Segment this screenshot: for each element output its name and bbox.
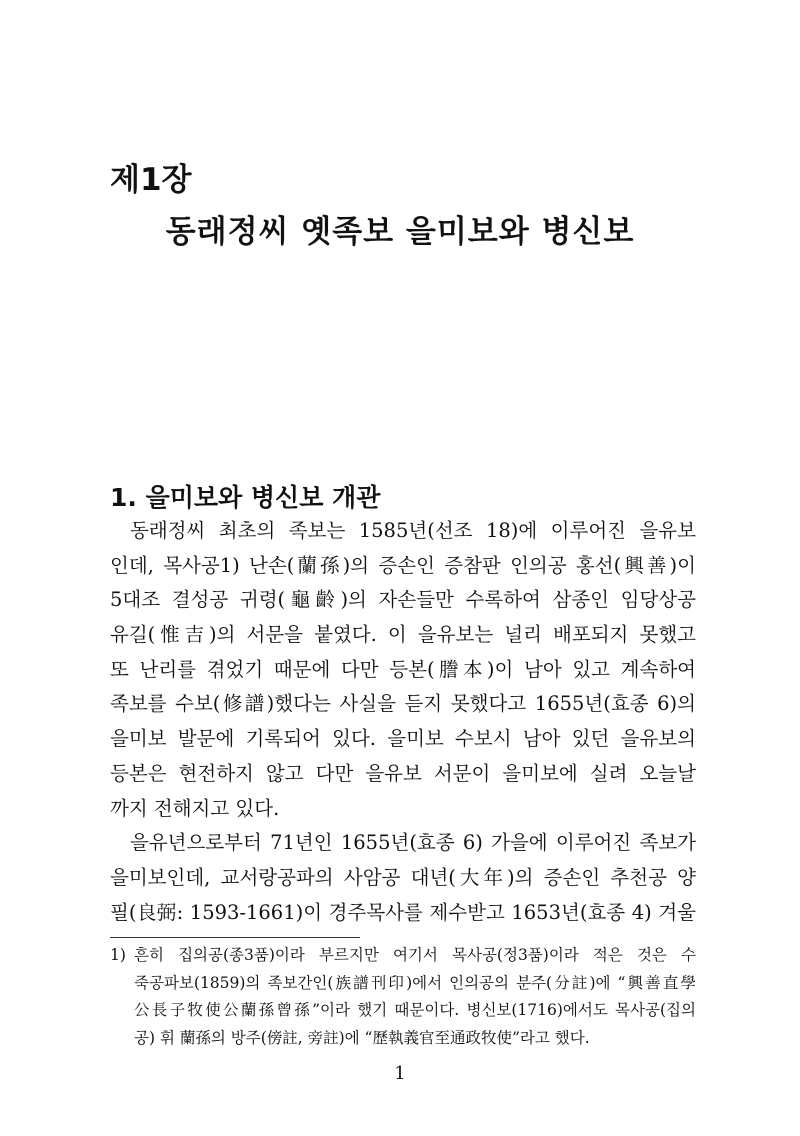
body-text bbox=[110, 514, 696, 930]
page-number: 1 bbox=[394, 1063, 406, 1084]
body-line: 유길(惟吉)의 서문을 붙였다. 이 을유보는 널리 배포되지 못했고 bbox=[110, 623, 696, 647]
chapter-number: 제1장 bbox=[110, 162, 192, 198]
footnote bbox=[110, 942, 696, 1052]
body-line: 등본은 현전하지 않고 다만 을유보 서문이 을미보에 실려 오늘날 bbox=[110, 761, 696, 785]
footnote-marker: 1) bbox=[110, 946, 126, 964]
body-line: 을미보 발문에 기록되어 있다. 을미보 수보시 남아 있던 을유보의 bbox=[110, 727, 696, 751]
body-line: 을유년으로부터 71년인 1655년(효종 6) 가을에 이루어진 족보가 bbox=[130, 831, 696, 855]
body-line: 인데, 목사공1) 난손(蘭孫)의 증손인 증참판 인의공 홍선(興善)이 bbox=[110, 553, 696, 577]
footnote-line: 죽공파보(1859)의 족보간인(族譜刊印)에서 인의공의 분주(分註)에 “興善直學 bbox=[134, 973, 696, 992]
body-line: 필(良弼: 1593-1661)이 경주목사를 제수받고 1653년(효종 4) 겨울 bbox=[110, 900, 696, 924]
footnote-line: 공) 휘 蘭孫의 방주(傍註, 旁註)에 “歷執義官至通政牧使”라고 했다. bbox=[134, 1028, 590, 1047]
chapter-title: 동래정씨 옛족보 을미보와 병신보 bbox=[165, 214, 635, 250]
body-line: 까지 전해지고 있다. bbox=[110, 796, 280, 820]
section-heading: 1. 을미보와 병신보 개관 bbox=[110, 483, 381, 512]
footnote-line: 公長子牧使公蘭孫曾孫”이라 했기 때문이다. 병신보(1716)에서도 목사공(집의 bbox=[134, 1001, 696, 1019]
body-line: 또 난리를 겪었기 때문에 다만 등본(謄本)이 남아 있고 계속하여 bbox=[110, 657, 696, 681]
footnote-separator bbox=[110, 937, 360, 938]
footnote-line bbox=[110, 942, 696, 970]
footnote-text: 흔히 집의공(종3품)이라 부르지만 여기서 목사공(정3품)이라 적은 것은 수 bbox=[134, 946, 696, 964]
body-line: 족보를 수보(修譜)했다는 사실을 듣지 못했다고 1655년(효종 6)의 bbox=[110, 692, 696, 716]
body-line: 을미보인데, 교서랑공파의 사암공 대년(大年)의 증손인 추천공 양 bbox=[110, 865, 696, 889]
body-line: 5대조 결성공 귀령(龜齡)의 자손들만 수록하여 삼종인 임당상공 bbox=[110, 588, 696, 612]
body-line: 동래정씨 최초의 족보는 1585년(선조 18)에 이루어진 을유보 bbox=[130, 519, 696, 542]
